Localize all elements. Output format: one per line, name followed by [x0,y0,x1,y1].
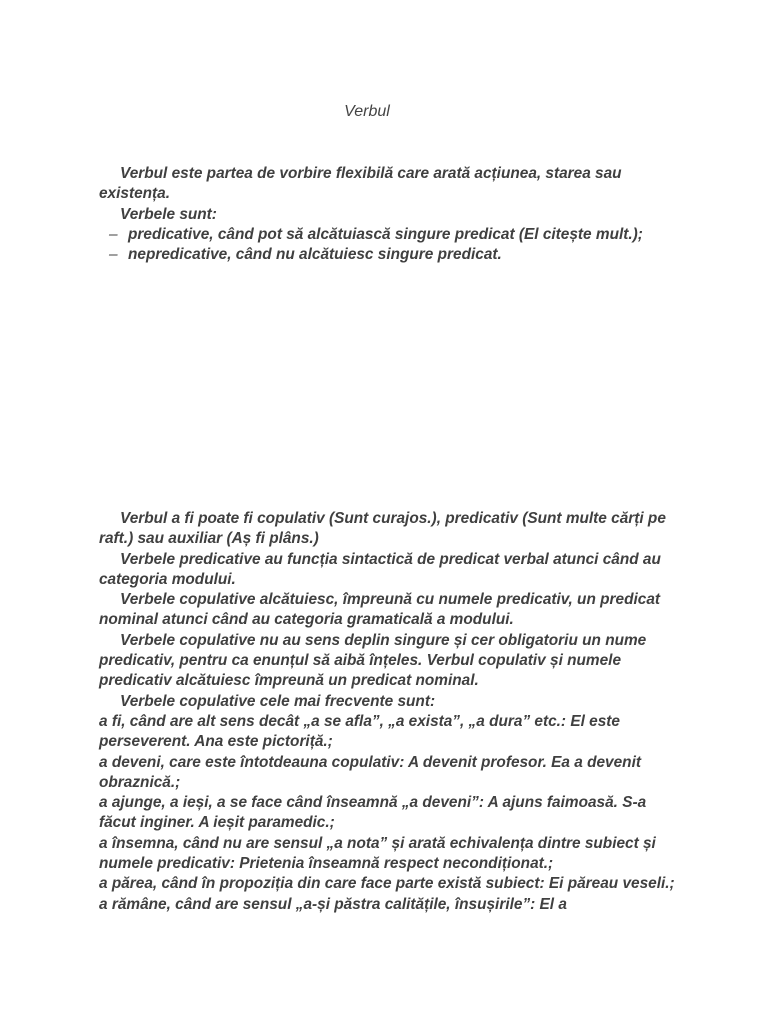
body-paragraph: Verbul a fi poate fi copulativ (Sunt curajos.), predicativ (Sunt multe cărți pe raft.) sau auxiliar (Aș fi plâns.) [99,510,666,548]
copulative-verb-item: a ajunge, a ieși, a se face când înseamnă „a deveni”: A ajuns faimoasă. S-a făcut inginer. A ieșit paramedic.; [99,794,647,832]
list-item-text: predicative, când pot să alcătuiască singure predicat (El citește mult.); [128,225,643,243]
dash-bullet: – [109,246,118,264]
intro-list-heading: Verbele sunt: [120,205,217,223]
intro-paragraph: Verbul este partea de vorbire flexibilă care arată acțiunea, starea sau existența. [99,165,622,203]
body-section [99,509,679,915]
list-item-text: nepredicative, când nu alcătuiesc singure predicat. [128,246,502,264]
copulative-verb-item: a părea, când în propoziția din care face parte există subiect: Ei păreau veseli.; [99,875,675,893]
list-item [99,225,679,245]
copulative-verb-item: a deveni, care este întotdeauna copulativ: A devenit profesor. Ea a devenit obraznică.; [99,753,641,791]
page-title: Verbul [344,103,390,120]
intro-section [99,164,679,265]
list-item [99,245,679,265]
body-paragraph: Verbele copulative nu au sens deplin singure și cer obligatoriu un nume predicativ, pentru ca enunțul să aibă înțeles. Verbul copulativ și numele predicativ alcătuiesc împreună un predicat nominal. [99,631,647,690]
dash-bullet: – [109,225,118,243]
body-paragraph: Verbele copulative alcătuiesc, împreună cu numele predicativ, un predicat nominal atunci când au categoria gramaticală a modului. [99,591,661,629]
body-paragraph: Verbele predicative au funcția sintactică de predicat verbal atunci când au categoria modului. [99,550,661,588]
copulative-verb-item: a rămâne, când are sensul „a-și păstra calitățile, însușirile”: El a [99,895,567,913]
copulative-verb-item: a fi, când are alt sens decât „a se afla”, „a exista”, „a dura” etc.: El este perseverent. Ana este pictoriță.; [99,712,620,751]
copulative-verb-item: a însemna, când nu are sensul „a nota” și arată echivalența dintre subiect și numele predicativ: Prietenia înseamnă respect necondiționat.; [99,834,656,873]
body-paragraph: Verbele copulative cele mai frecvente sunt: [120,692,436,710]
verb-types-list [99,225,679,266]
